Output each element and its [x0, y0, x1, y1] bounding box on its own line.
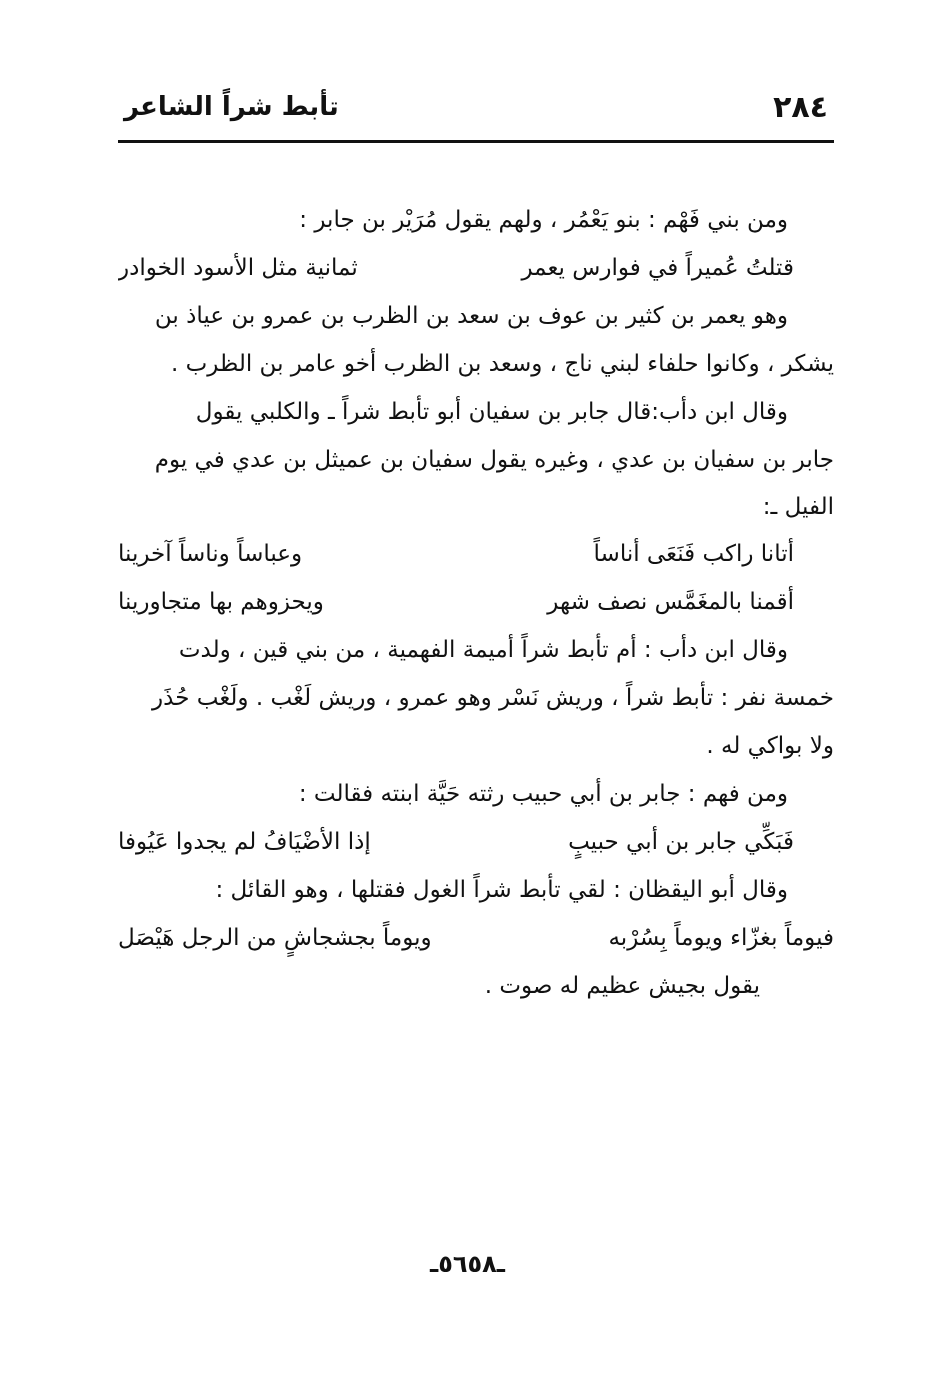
page-body [118, 196, 834, 1010]
verse-second-hemistich: ثمانية مثل الأسود الخوادر [118, 255, 358, 281]
verse-first-hemistich: قتلتُ عُميراً في فوارس يعمر [521, 255, 794, 281]
verse-line [118, 530, 834, 578]
page-number: ٢٨٤ [773, 90, 828, 125]
verse-second-hemistich: ويوماً بجشجاشٍ من الرجل هَيْصَل [118, 925, 432, 951]
text-line: الفيل ـ: [762, 494, 834, 520]
text-line: ومن فهم : جابر بن أبي حبيب رثته حَيَّة ابنته فقالت : [298, 781, 788, 807]
text-line: جابر بن سفيان بن عدي ، وغيره يقول سفيان بن عميثل بن عدي في يوم [154, 447, 834, 473]
verse-line [118, 578, 834, 626]
text-line: يقول بجيش عظيم له صوت . [484, 973, 760, 999]
verse-second-hemistich: ويحزوهم بها متجاورينا [118, 589, 324, 615]
text-line: وقال ابن دأب : أم تأبط شراً أميمة الفهمية ، من بني قين ، ولدت [178, 637, 788, 663]
verse-first-hemistich: فَبَكِّي جابر بن أبي حبيبٍ [568, 829, 794, 855]
running-title: تأبط شراً الشاعر [124, 92, 339, 122]
text-line: وقال ابن دأب:قال جابر بن سفيان أبو تأبط شراً ـ والكلبي يقول [195, 399, 788, 425]
text-line: ولا بواكي له . [706, 733, 834, 759]
text-line: ومن بني فَهْم : بنو يَعْمُر ، ولهم يقول مُرَيْر بن جابر : [299, 207, 788, 233]
verse-line [118, 914, 834, 962]
text-line: وهو يعمر بن كثير بن عوف بن سعد بن الظرب بن عمرو بن عياذ بن [154, 303, 788, 329]
verse-second-hemistich: وعباساً وناساً آخرينا [118, 541, 303, 567]
verse-line [118, 244, 834, 292]
verse-second-hemistich: إذا الأضْيَافُ لم يجدوا عَيُوفا [118, 829, 371, 855]
verse-first-hemistich: أقمنا بالمغَمَّس نصف شهر [547, 589, 794, 615]
text-line: وقال أبو اليقظان : لقي تأبط شراً الغول فقتلها ، وهو القائل : [215, 877, 788, 903]
header-rule [118, 140, 834, 143]
text-line: يشكر ، وكانوا حلفاء لبني ناج ، وسعد بن الظرب أخو عامر بن الظرب . [171, 351, 834, 377]
verse-first-hemistich: أتانا راكب فَنَعَى أناساً [593, 541, 794, 567]
text-line: خمسة نفر : تأبط شراً ، وريش نَسْر وهو عمرو ، وريش لَغْب . ولَغْب حُذَر [152, 685, 834, 711]
verse-first-hemistich: فيوماً بغزّاء ويوماً بِسُرْبه [608, 925, 834, 951]
page-header [118, 86, 834, 136]
page-footer-number: ـ٥٦٥٨ـ [430, 1250, 505, 1278]
verse-line [118, 818, 834, 866]
